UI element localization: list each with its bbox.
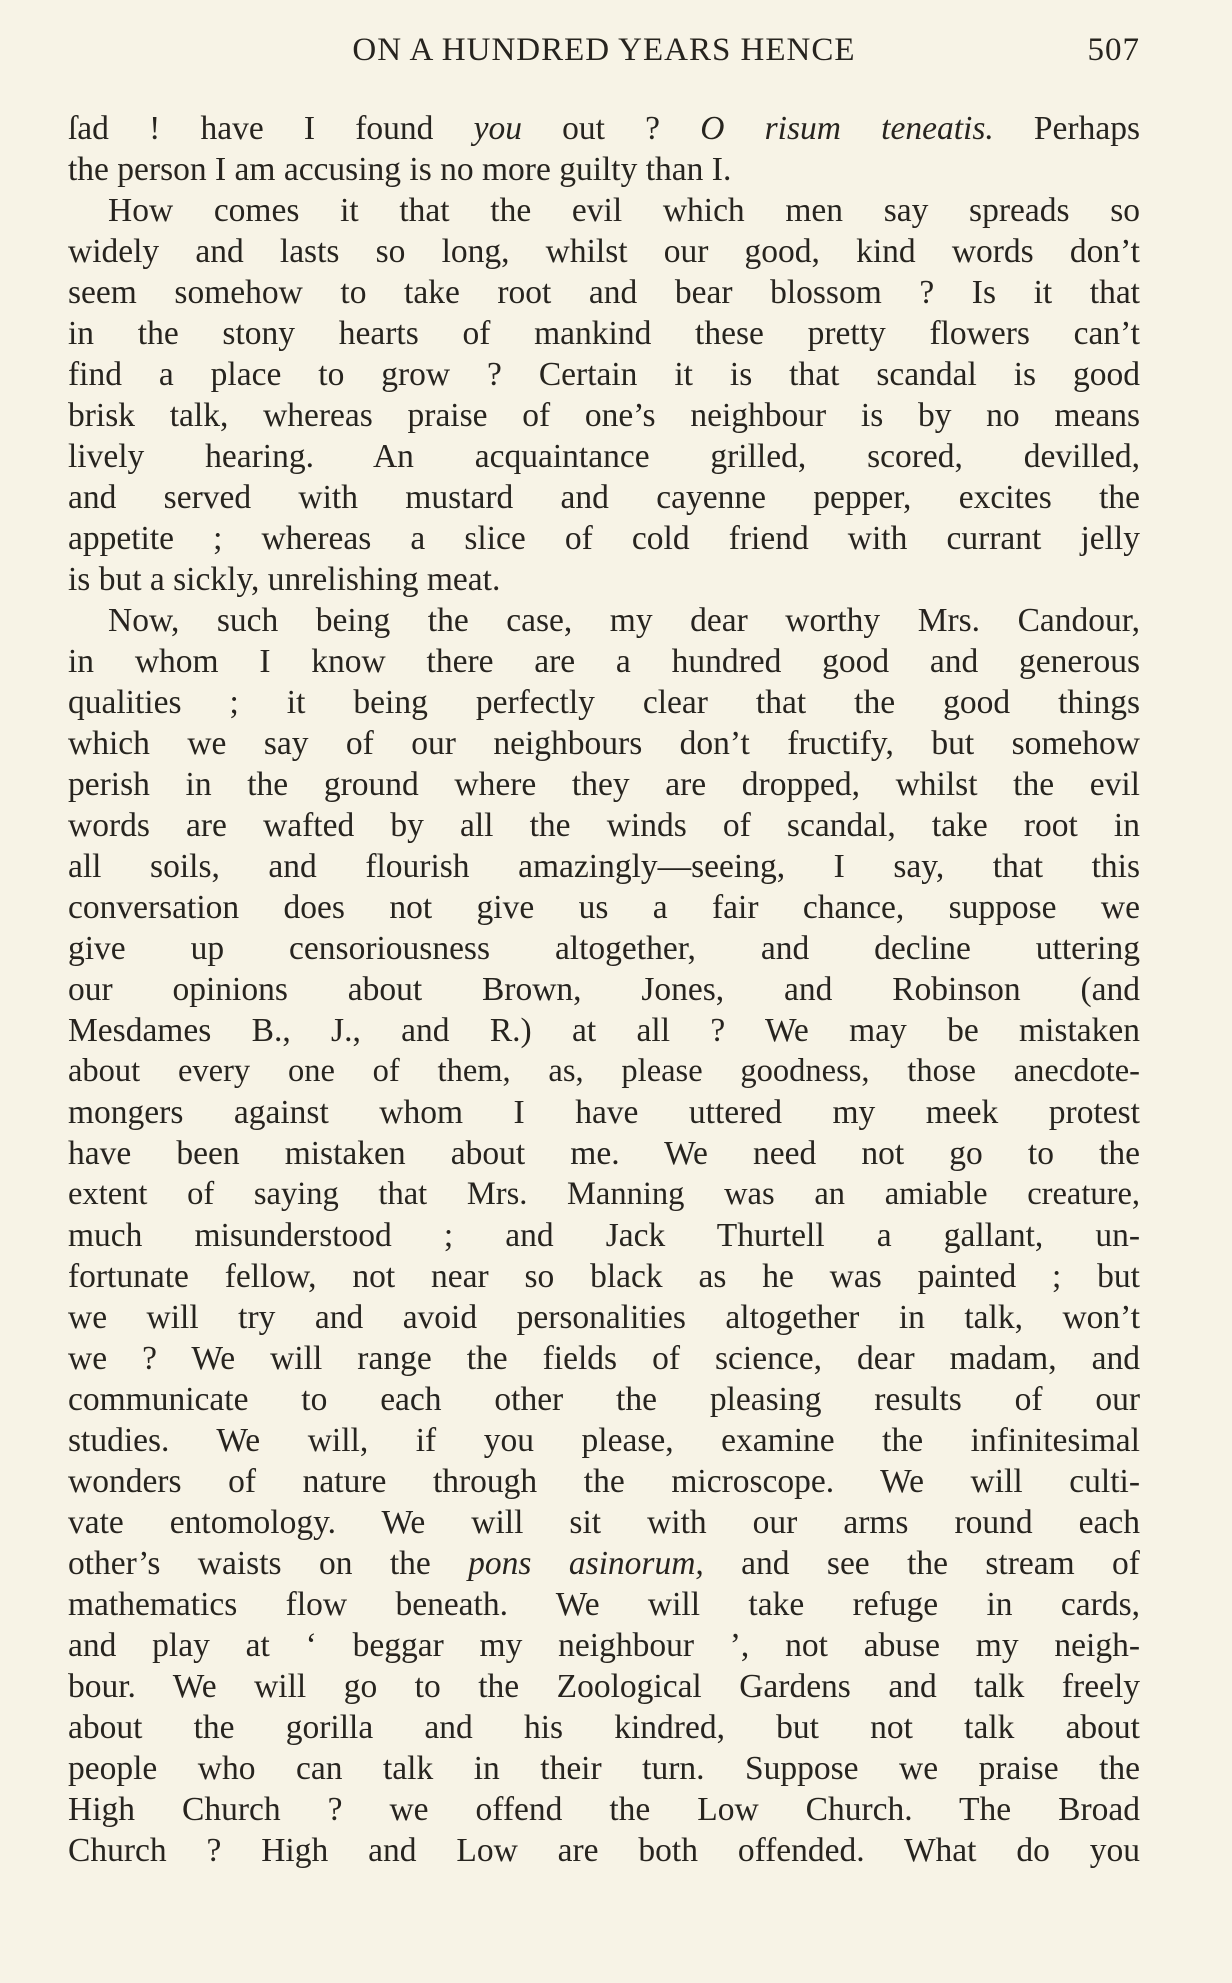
text-line: we ? We will range the fields of science, dear madam, and <box>68 1340 1140 1377</box>
text-line: find a place to grow ? Certain it is that scandal is good <box>68 356 1140 393</box>
italic-phrase: pons asinorum, <box>468 1545 704 1582</box>
text-line: fortunate fellow, not near so black as he was painted ; but <box>68 1258 1140 1295</box>
text-line: extent of saying that Mrs. Manning was an amiable creature, <box>68 1176 1140 1212</box>
text-line: and play at ‘ beggar my neighbour ’, not abuse my neigh- <box>68 1627 1140 1664</box>
text-line: mathematics flow beneath. We will take refuge in cards, <box>68 1586 1140 1623</box>
text-line: ſad ! have I found you out ? O risum teneatis. Perhaps <box>68 110 1140 147</box>
page-number: 507 <box>1087 32 1140 68</box>
text-line: words are wafted by all the winds of scandal, take root in <box>68 807 1140 844</box>
text-line: we will try and avoid personalities altogether in talk, won’t <box>68 1299 1140 1336</box>
italic-phrase: you <box>473 110 522 147</box>
text-line: conversation does not give us a fair chance, suppose we <box>68 889 1140 926</box>
text-line: perish in the ground where they are dropped, whilst the evil <box>68 766 1140 803</box>
text-line: mongers against whom I have uttered my meek protest <box>68 1094 1140 1131</box>
text-line: widely and lasts so long, whilst our good, kind words don’t <box>68 233 1140 270</box>
text-line: qualities ; it being perfectly clear that the good things <box>68 684 1140 721</box>
text-line: much misunderstood ; and Jack Thurtell a gallant, un- <box>68 1217 1140 1254</box>
text-line: about the gorilla and his kindred, but not talk about <box>68 1709 1140 1746</box>
paragraph-first-line: How comes it that the evil which men say spreads so <box>108 192 1140 229</box>
text-line: wonders of nature through the microscope. We will culti- <box>68 1463 1140 1500</box>
text-line: people who can talk in their turn. Suppose we praise the <box>68 1750 1140 1787</box>
italic-phrase: O risum teneatis. <box>700 110 994 147</box>
text-line: our opinions about Brown, Jones, and Robinson (and <box>68 971 1140 1008</box>
text-line: have been mistaken about me. We need not go to the <box>68 1135 1140 1172</box>
text-line: about every one of them, as, please goodness, those anecdote- <box>68 1053 1140 1089</box>
text-line: appetite ; whereas a slice of cold friend with currant jelly <box>68 520 1140 557</box>
text-line: which we say of our neighbours don’t fructify, but somehow <box>68 725 1140 762</box>
text-line: bour. We will go to the Zoological Gardens and talk freely <box>68 1668 1140 1705</box>
text-line: in the stony hearts of mankind these pretty flowers can’t <box>68 315 1140 352</box>
text-line: in whom I know there are a hundred good and generous <box>68 643 1140 680</box>
text-line: the person I am accusing is no more guilty than I. <box>68 151 732 188</box>
text-line: communicate to each other the pleasing results of our <box>68 1381 1140 1418</box>
text-line: Mesdames B., J., and R.) at all ? We may be mistaken <box>68 1012 1140 1049</box>
text-line: Church ? High and Low are both offended. What do you <box>68 1832 1140 1869</box>
paragraph-first-line: Now, such being the case, my dear worthy Mrs. Candour, <box>108 602 1140 639</box>
running-header <box>68 30 1140 76</box>
text-line: seem somehow to take root and bear blossom ? Is it that <box>68 274 1140 311</box>
text-line: vate entomology. We will sit with our arms round each <box>68 1504 1140 1541</box>
text-line: give up censoriousness altogether, and decline uttering <box>68 930 1140 967</box>
text-line: brisk talk, whereas praise of one’s neighbour is by no means <box>68 397 1140 434</box>
running-title: ON A HUNDRED YEARS HENCE <box>352 32 856 68</box>
text-line: is but a sickly, unrelishing meat. <box>68 561 501 598</box>
body-text <box>68 108 1140 1871</box>
text-line: studies. We will, if you please, examine the infinitesimal <box>68 1422 1140 1459</box>
text-line: lively hearing. An acquaintance grilled, scored, devilled, <box>68 438 1140 475</box>
text-line: other’s waists on the pons asinorum, and see the stream of <box>68 1545 1140 1582</box>
text-line: all soils, and flourish amazingly—seeing, I say, that this <box>68 848 1140 885</box>
text-line: and served with mustard and cayenne pepper, excites the <box>68 479 1140 516</box>
text-line: High Church ? we offend the Low Church. The Broad <box>68 1791 1140 1828</box>
